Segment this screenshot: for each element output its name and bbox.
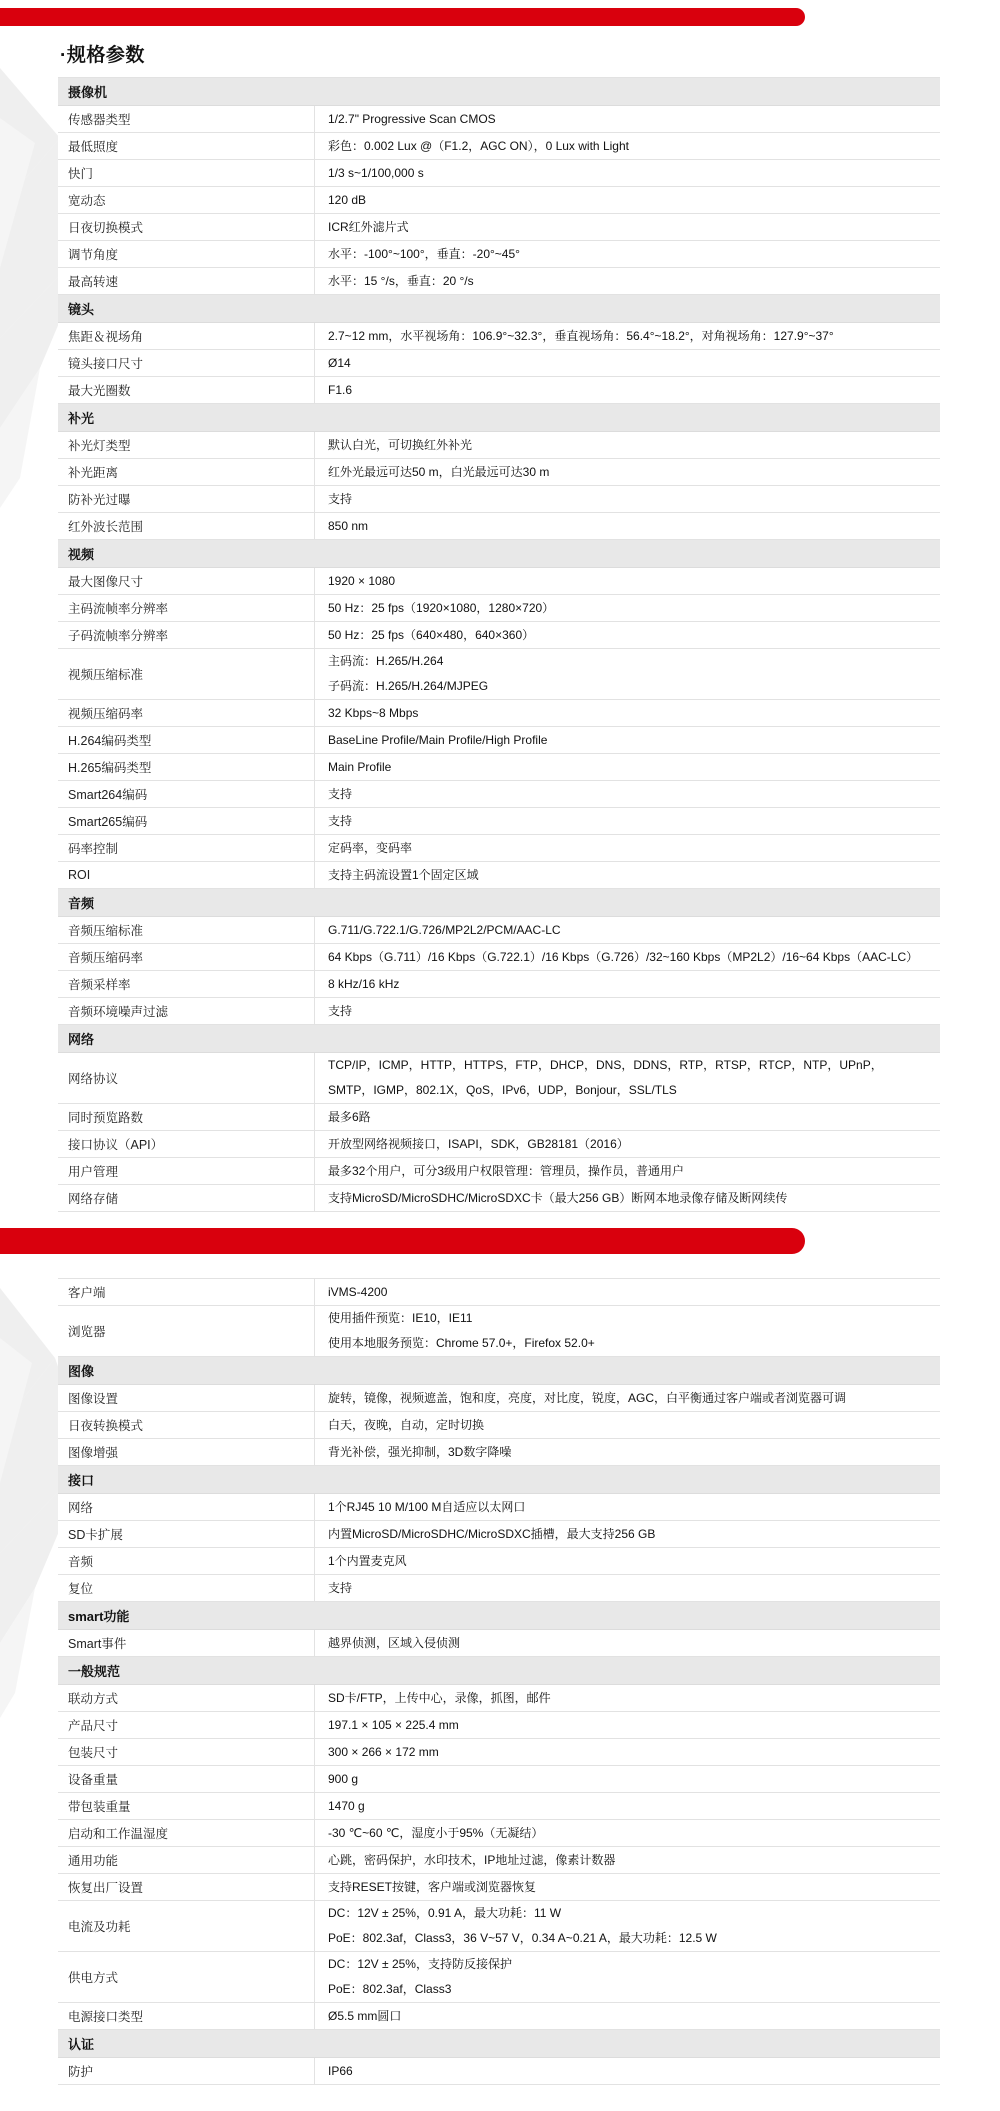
spec-label: 接口协议（API） xyxy=(58,1131,315,1157)
section-header: 网络 xyxy=(58,1025,940,1053)
spec-value-line: BaseLine Profile/Main Profile/High Profile xyxy=(328,732,548,747)
spec-row xyxy=(58,133,940,160)
spec-value-line: 120 dB xyxy=(328,192,367,207)
spec-value xyxy=(315,241,940,267)
spec-value xyxy=(315,1575,940,1601)
spec-row xyxy=(58,1439,940,1466)
spec-value xyxy=(315,1158,940,1184)
spec-value xyxy=(315,1901,940,1951)
section-header: 补光 xyxy=(58,404,940,432)
section-header: smart功能 xyxy=(58,1602,940,1630)
spec-label: Smart事件 xyxy=(58,1630,315,1656)
spec-value xyxy=(315,1185,940,1211)
spec-label: 同时预览路数 xyxy=(58,1104,315,1130)
spec-row xyxy=(58,1952,940,2003)
spec-label: 用户管理 xyxy=(58,1158,315,1184)
spec-row xyxy=(58,1158,940,1185)
spec-value-line: Main Profile xyxy=(328,759,392,774)
spec-label: 电流及功耗 xyxy=(58,1901,315,1951)
spec-value xyxy=(315,513,940,539)
spec-value xyxy=(315,754,940,780)
spec-value-line: 支持 xyxy=(328,1580,353,1595)
spec-row xyxy=(58,1494,940,1521)
top-red-banner xyxy=(0,8,805,26)
spec-value-line: 心跳，密码保护，水印技术，IP地址过滤，像素计数器 xyxy=(328,1852,616,1867)
spec-value-line: 使用本地服务预览：Chrome 57.0+，Firefox 52.0+ xyxy=(328,1336,595,1350)
spec-label: 包装尺寸 xyxy=(58,1739,315,1765)
spec-value-line: 8 kHz/16 kHz xyxy=(328,976,400,991)
spec-value xyxy=(315,808,940,834)
spec-label: 音频压缩标准 xyxy=(58,917,315,943)
spec-row xyxy=(58,459,940,486)
spec-row xyxy=(58,1712,940,1739)
spec-row xyxy=(58,781,940,808)
spec-value xyxy=(315,862,940,888)
spec-value-line: SD卡/FTP，上传中心，录像，抓图，邮件 xyxy=(328,1690,551,1705)
spec-label: 通用功能 xyxy=(58,1847,315,1873)
spec-value-line: 水平：15 °/s，垂直：20 °/s xyxy=(328,273,474,288)
spec-row xyxy=(58,1820,940,1847)
spec-row xyxy=(58,622,940,649)
spec-label: 产品尺寸 xyxy=(58,1712,315,1738)
spec-value-line: 水平：-100°~100°，垂直：-20°~45° xyxy=(328,246,520,261)
spec-row xyxy=(58,1901,940,1952)
spec-row xyxy=(58,1306,940,1357)
spec-label: 音频压缩码率 xyxy=(58,944,315,970)
spec-label: 日夜切换模式 xyxy=(58,214,315,240)
spec-value-line: 50 Hz：25 fps（640×480，640×360） xyxy=(328,627,535,642)
spec-label: 电源接口类型 xyxy=(58,2003,315,2029)
spec-label: Smart265编码 xyxy=(58,808,315,834)
spec-value-line: TCP/IP，ICMP，HTTP，HTTPS，FTP，DHCP，DNS，DDNS，RTP，RTSP，RTCP，NTP，UPnP，SMTP，IGMP，802.1X，QoS，IPv6，UDP，Bonjour，SSL/TLS xyxy=(328,1058,883,1097)
spec-row xyxy=(58,754,940,781)
spec-value xyxy=(315,622,940,648)
spec-label: 视频压缩码率 xyxy=(58,700,315,726)
spec-row xyxy=(58,350,940,377)
spec-row xyxy=(58,214,940,241)
spec-value xyxy=(315,835,940,861)
spec-value-line: 1个内置麦克风 xyxy=(328,1553,407,1568)
spec-label: 最高转速 xyxy=(58,268,315,294)
spec-label: 最大图像尺寸 xyxy=(58,568,315,594)
spec-label: 最低照度 xyxy=(58,133,315,159)
spec-value xyxy=(315,1712,940,1738)
spec-label: ROI xyxy=(58,862,315,888)
spec-value-line: 越界侦测，区域入侵侦测 xyxy=(328,1635,461,1650)
spec-value xyxy=(315,160,940,186)
spec-value-line: 红外光最远可达50 m，白光最远可达30 m xyxy=(328,464,550,479)
spec-label: 网络协议 xyxy=(58,1053,315,1103)
spec-label: 快门 xyxy=(58,160,315,186)
spec-label: 防护 xyxy=(58,2058,315,2084)
spec-label: 防补光过曝 xyxy=(58,486,315,512)
spec-value-line: 子码流：H.265/H.264/MJPEG xyxy=(328,679,489,693)
spec-value-line: IP66 xyxy=(328,2063,353,2078)
spec-table-camera xyxy=(58,77,940,1212)
spec-value xyxy=(315,459,940,485)
spec-value-line: 最多6路 xyxy=(328,1109,371,1124)
spec-label: 客户端 xyxy=(58,1279,315,1305)
spec-label: 复位 xyxy=(58,1575,315,1601)
spec-value xyxy=(315,1053,940,1103)
spec-value-line: 白天，夜晚，自动，定时切换 xyxy=(328,1417,485,1432)
spec-row xyxy=(58,808,940,835)
spec-value xyxy=(315,323,940,349)
spec-row xyxy=(58,1847,940,1874)
spec-label: 音频采样率 xyxy=(58,971,315,997)
spec-value xyxy=(315,1820,940,1846)
spec-row xyxy=(58,835,940,862)
spec-value-line: 使用插件预览：IE10，IE11 xyxy=(328,1311,473,1325)
spec-value xyxy=(315,1521,940,1547)
spec-label: H.265编码类型 xyxy=(58,754,315,780)
spec-row xyxy=(58,944,940,971)
spec-value xyxy=(315,1685,940,1711)
spec-row xyxy=(58,1185,940,1212)
spec-value xyxy=(315,727,940,753)
spec-label: 镜头接口尺寸 xyxy=(58,350,315,376)
spec-value-line: ICR红外滤片式 xyxy=(328,219,409,234)
section-header: 一般规范 xyxy=(58,1657,940,1685)
spec-value xyxy=(315,350,940,376)
spec-row xyxy=(58,727,940,754)
spec-label: 供电方式 xyxy=(58,1952,315,2002)
spec-label: 联动方式 xyxy=(58,1685,315,1711)
spec-value xyxy=(315,1952,940,2002)
spec-label: 图像设置 xyxy=(58,1385,315,1411)
spec-label: 音频环境噪声过滤 xyxy=(58,998,315,1024)
spec-value-line: 彩色：0.002 Lux @（F1.2，AGC ON），0 Lux with Light xyxy=(328,138,629,153)
spec-value-line: -30 ℃~60 ℃，湿度小于95%（无凝结） xyxy=(328,1825,544,1840)
spec-row xyxy=(58,106,940,133)
spec-row xyxy=(58,2058,940,2085)
spec-value xyxy=(315,1874,940,1900)
spec-label: 子码流帧率分辨率 xyxy=(58,622,315,648)
spec-label: 图像增强 xyxy=(58,1439,315,1465)
spec-value xyxy=(315,187,940,213)
spec-row xyxy=(58,998,940,1025)
spec-value xyxy=(315,1847,940,1873)
spec-label: 浏览器 xyxy=(58,1306,315,1356)
spec-value-line: DC：12V ± 25%，0.91 A，最大功耗：11 W xyxy=(328,1906,562,1920)
spec-row xyxy=(58,1874,940,1901)
spec-label: 最大光圈数 xyxy=(58,377,315,403)
spec-value xyxy=(315,649,940,699)
spec-label: 日夜转换模式 xyxy=(58,1412,315,1438)
spec-value-line: 197.1 × 105 × 225.4 mm xyxy=(328,1717,459,1732)
spec-value-line: 默认白光，可切换红外补光 xyxy=(328,437,473,452)
section-header: 图像 xyxy=(58,1357,940,1385)
spec-value-line: 1920 × 1080 xyxy=(328,573,396,588)
spec-row xyxy=(58,862,940,889)
spec-value xyxy=(315,1385,940,1411)
section-divider-red-banner xyxy=(0,1228,805,1254)
spec-value-line: 支持主码流设置1个固定区域 xyxy=(328,867,479,882)
spec-row xyxy=(58,1766,940,1793)
spec-value-line: 1470 g xyxy=(328,1798,365,1813)
spec-label: 带包装重量 xyxy=(58,1793,315,1819)
spec-value xyxy=(315,1793,940,1819)
spec-row xyxy=(58,595,940,622)
spec-value-line: 旋转，镜像，视频遮盖，饱和度，亮度，对比度，锐度，AGC，白平衡通过客户端或者浏览器可调 xyxy=(328,1390,847,1405)
spec-value-line: 支持RESET按键，客户端或浏览器恢复 xyxy=(328,1879,537,1894)
spec-row xyxy=(58,1575,940,1602)
spec-row xyxy=(58,323,940,350)
spec-value xyxy=(315,568,940,594)
spec-value xyxy=(315,133,940,159)
spec-row xyxy=(58,1630,940,1657)
spec-value xyxy=(315,1494,940,1520)
spec-value-line: 内置MicroSD/MicroSDHC/MicroSDXC插槽，最大支持256 GB xyxy=(328,1526,656,1541)
spec-value xyxy=(315,998,940,1024)
spec-value xyxy=(315,432,940,458)
spec-value-line: F1.6 xyxy=(328,382,353,397)
section-header: 接口 xyxy=(58,1466,940,1494)
spec-row xyxy=(58,486,940,513)
spec-row xyxy=(58,187,940,214)
spec-value xyxy=(315,268,940,294)
spec-value-line: iVMS-4200 xyxy=(328,1284,388,1299)
section-header: 镜头 xyxy=(58,295,940,323)
spec-value xyxy=(315,1279,940,1305)
spec-value-line: 2.7~12 mm，水平视场角：106.9°~32.3°，垂直视场角：56.4°~18.2°，对角视场角：127.9°~37° xyxy=(328,328,834,343)
spec-value xyxy=(315,595,940,621)
spec-label: 恢复出厂设置 xyxy=(58,1874,315,1900)
spec-value xyxy=(315,1439,940,1465)
spec-value xyxy=(315,917,940,943)
spec-value xyxy=(315,1412,940,1438)
spec-value-line: DC：12V ± 25%，支持防反接保护 xyxy=(328,1957,512,1971)
spec-value xyxy=(315,2058,940,2084)
spec-table-software xyxy=(58,1278,940,2085)
spec-row xyxy=(58,971,940,998)
spec-row xyxy=(58,649,940,700)
spec-row xyxy=(58,1385,940,1412)
spec-value-line: 最多32个用户，可分3级用户权限管理：管理员，操作员，普通用户 xyxy=(328,1163,685,1178)
spec-row xyxy=(58,1739,940,1766)
spec-row xyxy=(58,1279,940,1306)
spec-label: 补光灯类型 xyxy=(58,432,315,458)
spec-value-line: 64 Kbps（G.711）/16 Kbps（G.722.1）/16 Kbps（G.726）/32~160 Kbps（MP2L2）/16~64 Kbps（AAC-LC） xyxy=(328,949,919,964)
spec-row xyxy=(58,432,940,459)
spec-value-line: 支持 xyxy=(328,491,353,506)
spec-value xyxy=(315,106,940,132)
section-header: 认证 xyxy=(58,2030,940,2058)
spec-row xyxy=(58,1521,940,1548)
spec-value-line: 300 × 266 × 172 mm xyxy=(328,1744,439,1759)
spec-value xyxy=(315,971,940,997)
spec-value xyxy=(315,1306,940,1356)
spec-label: 焦距＆视场角 xyxy=(58,323,315,349)
spec-value-line: 900 g xyxy=(328,1771,359,1786)
spec-value xyxy=(315,214,940,240)
spec-value xyxy=(315,1766,940,1792)
spec-value-line: 支持MicroSD/MicroSDHC/MicroSDXC卡（最大256 GB）断网本地录像存储及断网续传 xyxy=(328,1190,788,1205)
spec-label: H.264编码类型 xyxy=(58,727,315,753)
section-header: 音频 xyxy=(58,889,940,917)
spec-value-line: 1/3 s~1/100,000 s xyxy=(328,165,424,180)
spec-value xyxy=(315,1104,940,1130)
spec-value-line: PoE：802.3af，Class3，36 V~57 V，0.34 A~0.21 A，最大功耗：12.5 W xyxy=(328,1931,717,1945)
spec-value-line: 定码率，变码率 xyxy=(328,840,413,855)
spec-value-line: PoE：802.3af，Class3 xyxy=(328,1982,452,1996)
spec-value-line: 主码流：H.265/H.264 xyxy=(328,654,444,668)
spec-value xyxy=(315,1630,940,1656)
spec-label: 码率控制 xyxy=(58,835,315,861)
spec-value xyxy=(315,944,940,970)
spec-label: 补光距离 xyxy=(58,459,315,485)
spec-label: 红外波长范围 xyxy=(58,513,315,539)
spec-value-line: G.711/G.722.1/G.726/MP2L2/PCM/AAC-LC xyxy=(328,922,561,937)
spec-label: 主码流帧率分辨率 xyxy=(58,595,315,621)
spec-row xyxy=(58,1131,940,1158)
spec-row xyxy=(58,1685,940,1712)
spec-value-line: 支持 xyxy=(328,1003,353,1018)
spec-value xyxy=(315,377,940,403)
spec-row xyxy=(58,268,940,295)
spec-label: 宽动态 xyxy=(58,187,315,213)
spec-label: Smart264编码 xyxy=(58,781,315,807)
spec-row xyxy=(58,1548,940,1575)
spec-label: SD卡扩展 xyxy=(58,1521,315,1547)
spec-value xyxy=(315,700,940,726)
spec-row xyxy=(58,1793,940,1820)
spec-value xyxy=(315,486,940,512)
spec-value xyxy=(315,1131,940,1157)
spec-value-line: Ø14 xyxy=(328,355,351,370)
page-title: ·规格参数 xyxy=(60,45,145,66)
spec-value-line: 1个RJ45 10 M/100 M自适应以太网口 xyxy=(328,1499,526,1514)
spec-row xyxy=(58,241,940,268)
spec-row xyxy=(58,1412,940,1439)
spec-row xyxy=(58,1104,940,1131)
spec-value-line: 支持 xyxy=(328,786,353,801)
spec-row xyxy=(58,377,940,404)
spec-value-line: 背光补偿，强光抑制，3D数字降噪 xyxy=(328,1444,512,1459)
spec-label: 传感器类型 xyxy=(58,106,315,132)
spec-label: 音频 xyxy=(58,1548,315,1574)
spec-value-line: 32 Kbps~8 Mbps xyxy=(328,705,419,720)
spec-label: 启动和工作温湿度 xyxy=(58,1820,315,1846)
spec-value-line: 1/2.7" Progressive Scan CMOS xyxy=(328,111,496,126)
spec-label: 视频压缩标准 xyxy=(58,649,315,699)
spec-label: 网络存储 xyxy=(58,1185,315,1211)
spec-value-line: 支持 xyxy=(328,813,353,828)
spec-row xyxy=(58,917,940,944)
spec-row xyxy=(58,700,940,727)
spec-row xyxy=(58,568,940,595)
spec-value xyxy=(315,1739,940,1765)
spec-value xyxy=(315,1548,940,1574)
spec-label: 网络 xyxy=(58,1494,315,1520)
spec-row xyxy=(58,2003,940,2030)
spec-value-line: 开放型网络视频接口，ISAPI，SDK，GB28181（2016） xyxy=(328,1136,629,1151)
spec-value xyxy=(315,2003,940,2029)
section-header: 视频 xyxy=(58,540,940,568)
spec-row xyxy=(58,1053,940,1104)
spec-label: 设备重量 xyxy=(58,1766,315,1792)
spec-value-line: 50 Hz：25 fps（1920×1080，1280×720） xyxy=(328,600,555,615)
spec-value-line: 850 nm xyxy=(328,518,369,533)
spec-value-line: Ø5.5 mm圆口 xyxy=(328,2008,402,2023)
spec-row xyxy=(58,160,940,187)
spec-label: 调节角度 xyxy=(58,241,315,267)
spec-row xyxy=(58,513,940,540)
spec-value xyxy=(315,781,940,807)
section-header: 摄像机 xyxy=(58,78,940,106)
